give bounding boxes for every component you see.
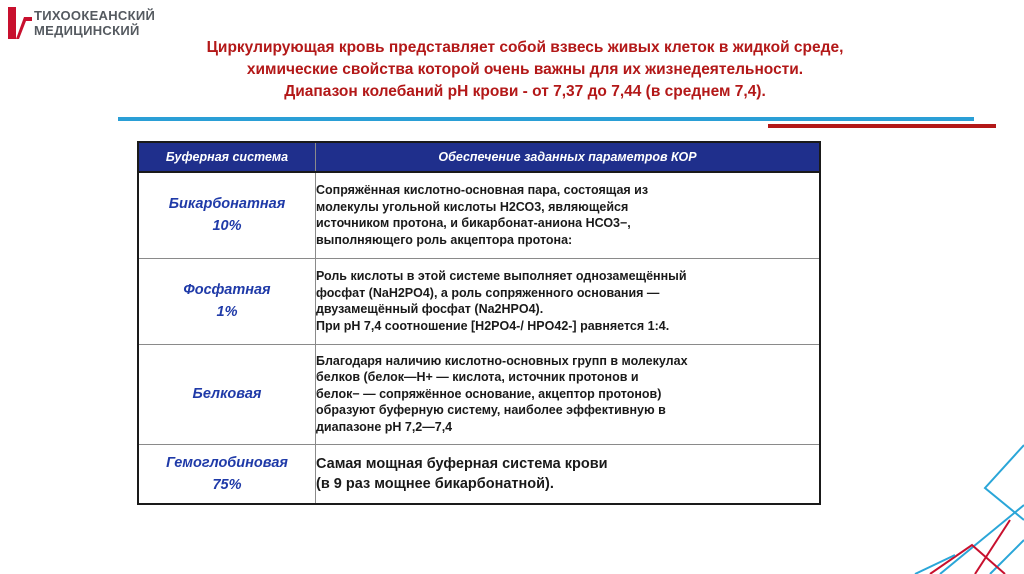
- description-line: (в 9 раз мощнее бикарбонатной).: [316, 475, 554, 492]
- table-header-row: [138, 142, 820, 172]
- heading-line-3: Диапазон колебаний pH крови - от 7,37 до 7,44 (в среднем 7,4).: [284, 83, 766, 100]
- system-description: [316, 444, 821, 504]
- description-line: фосфат (NaH2PO4), а роль сопряженного основания —: [316, 285, 660, 300]
- system-name: Белковая: [192, 386, 262, 402]
- buffer-systems-table: [137, 141, 821, 505]
- description-line: белков (белок—H+ — кислота, источник протонов и: [316, 370, 639, 385]
- system-name-cell: [138, 172, 316, 258]
- system-share: 1%: [216, 304, 238, 320]
- description-line: источником протона, и бикарбонат-аниона НСО3−,: [316, 216, 631, 231]
- logo-line-1: ТИХООКЕАНСКИЙ: [34, 8, 156, 23]
- table-row-phosphate: [138, 258, 820, 344]
- table-row-hemoglobin: [138, 444, 820, 504]
- system-name: Бикарбонатная: [168, 196, 286, 213]
- system-description: [316, 344, 821, 444]
- logo-line-2: МЕДИЦИНСКИЙ: [34, 23, 140, 38]
- table-row-bicarbonate: [138, 172, 820, 258]
- description-line: Самая мощная буферная система крови: [316, 455, 608, 472]
- description-line: Благодаря наличию кислотно-основных групп в молекулах: [316, 353, 688, 368]
- table-row-protein: [138, 344, 820, 444]
- header-buffer-system: Буферная система: [138, 142, 316, 172]
- system-description: [316, 258, 821, 344]
- description-line: двузамещённый фосфат (Na2HPO4).: [316, 302, 544, 316]
- description-line: образуют буферную систему, наиболее эффективную в: [316, 403, 666, 418]
- description-line: Роль кислоты в этой системе выполняет однозамещённый: [316, 269, 687, 283]
- description-line: При pH 7,4 соотношение [H2PO4-/ HPO42-] равняется 1:4.: [316, 318, 670, 333]
- heading-line-1: Циркулирующая кровь представляет собой взвесь живых клеток в жидкой среде,: [206, 39, 844, 56]
- header-parameters: Обеспечение заданных параметров КОР: [316, 142, 821, 172]
- description-line: Сопряжённая кислотно-основная пара, состоящая из: [316, 183, 649, 198]
- description-line: выполняющего роль акцептора протона:: [316, 232, 573, 247]
- system-name: Гемоглобиновая: [166, 454, 288, 471]
- system-name-cell: [138, 344, 316, 444]
- system-share: 75%: [212, 476, 242, 493]
- description-line: молекулы угольной кислоты Н2СО3, являющейся: [316, 199, 629, 214]
- system-name-cell: [138, 444, 316, 504]
- description-line: белок− — сопряжённое основание, акцептор протонов): [316, 386, 662, 401]
- system-name-cell: [138, 258, 316, 344]
- system-share: 10%: [212, 218, 242, 235]
- heading-line-2: химические свойства которой очень важны для их жизнедеятельности.: [246, 61, 804, 78]
- description-line: диапазоне pH 7,2—7,4: [316, 419, 453, 434]
- system-description: [316, 172, 821, 258]
- system-name: Фосфатная: [183, 282, 271, 298]
